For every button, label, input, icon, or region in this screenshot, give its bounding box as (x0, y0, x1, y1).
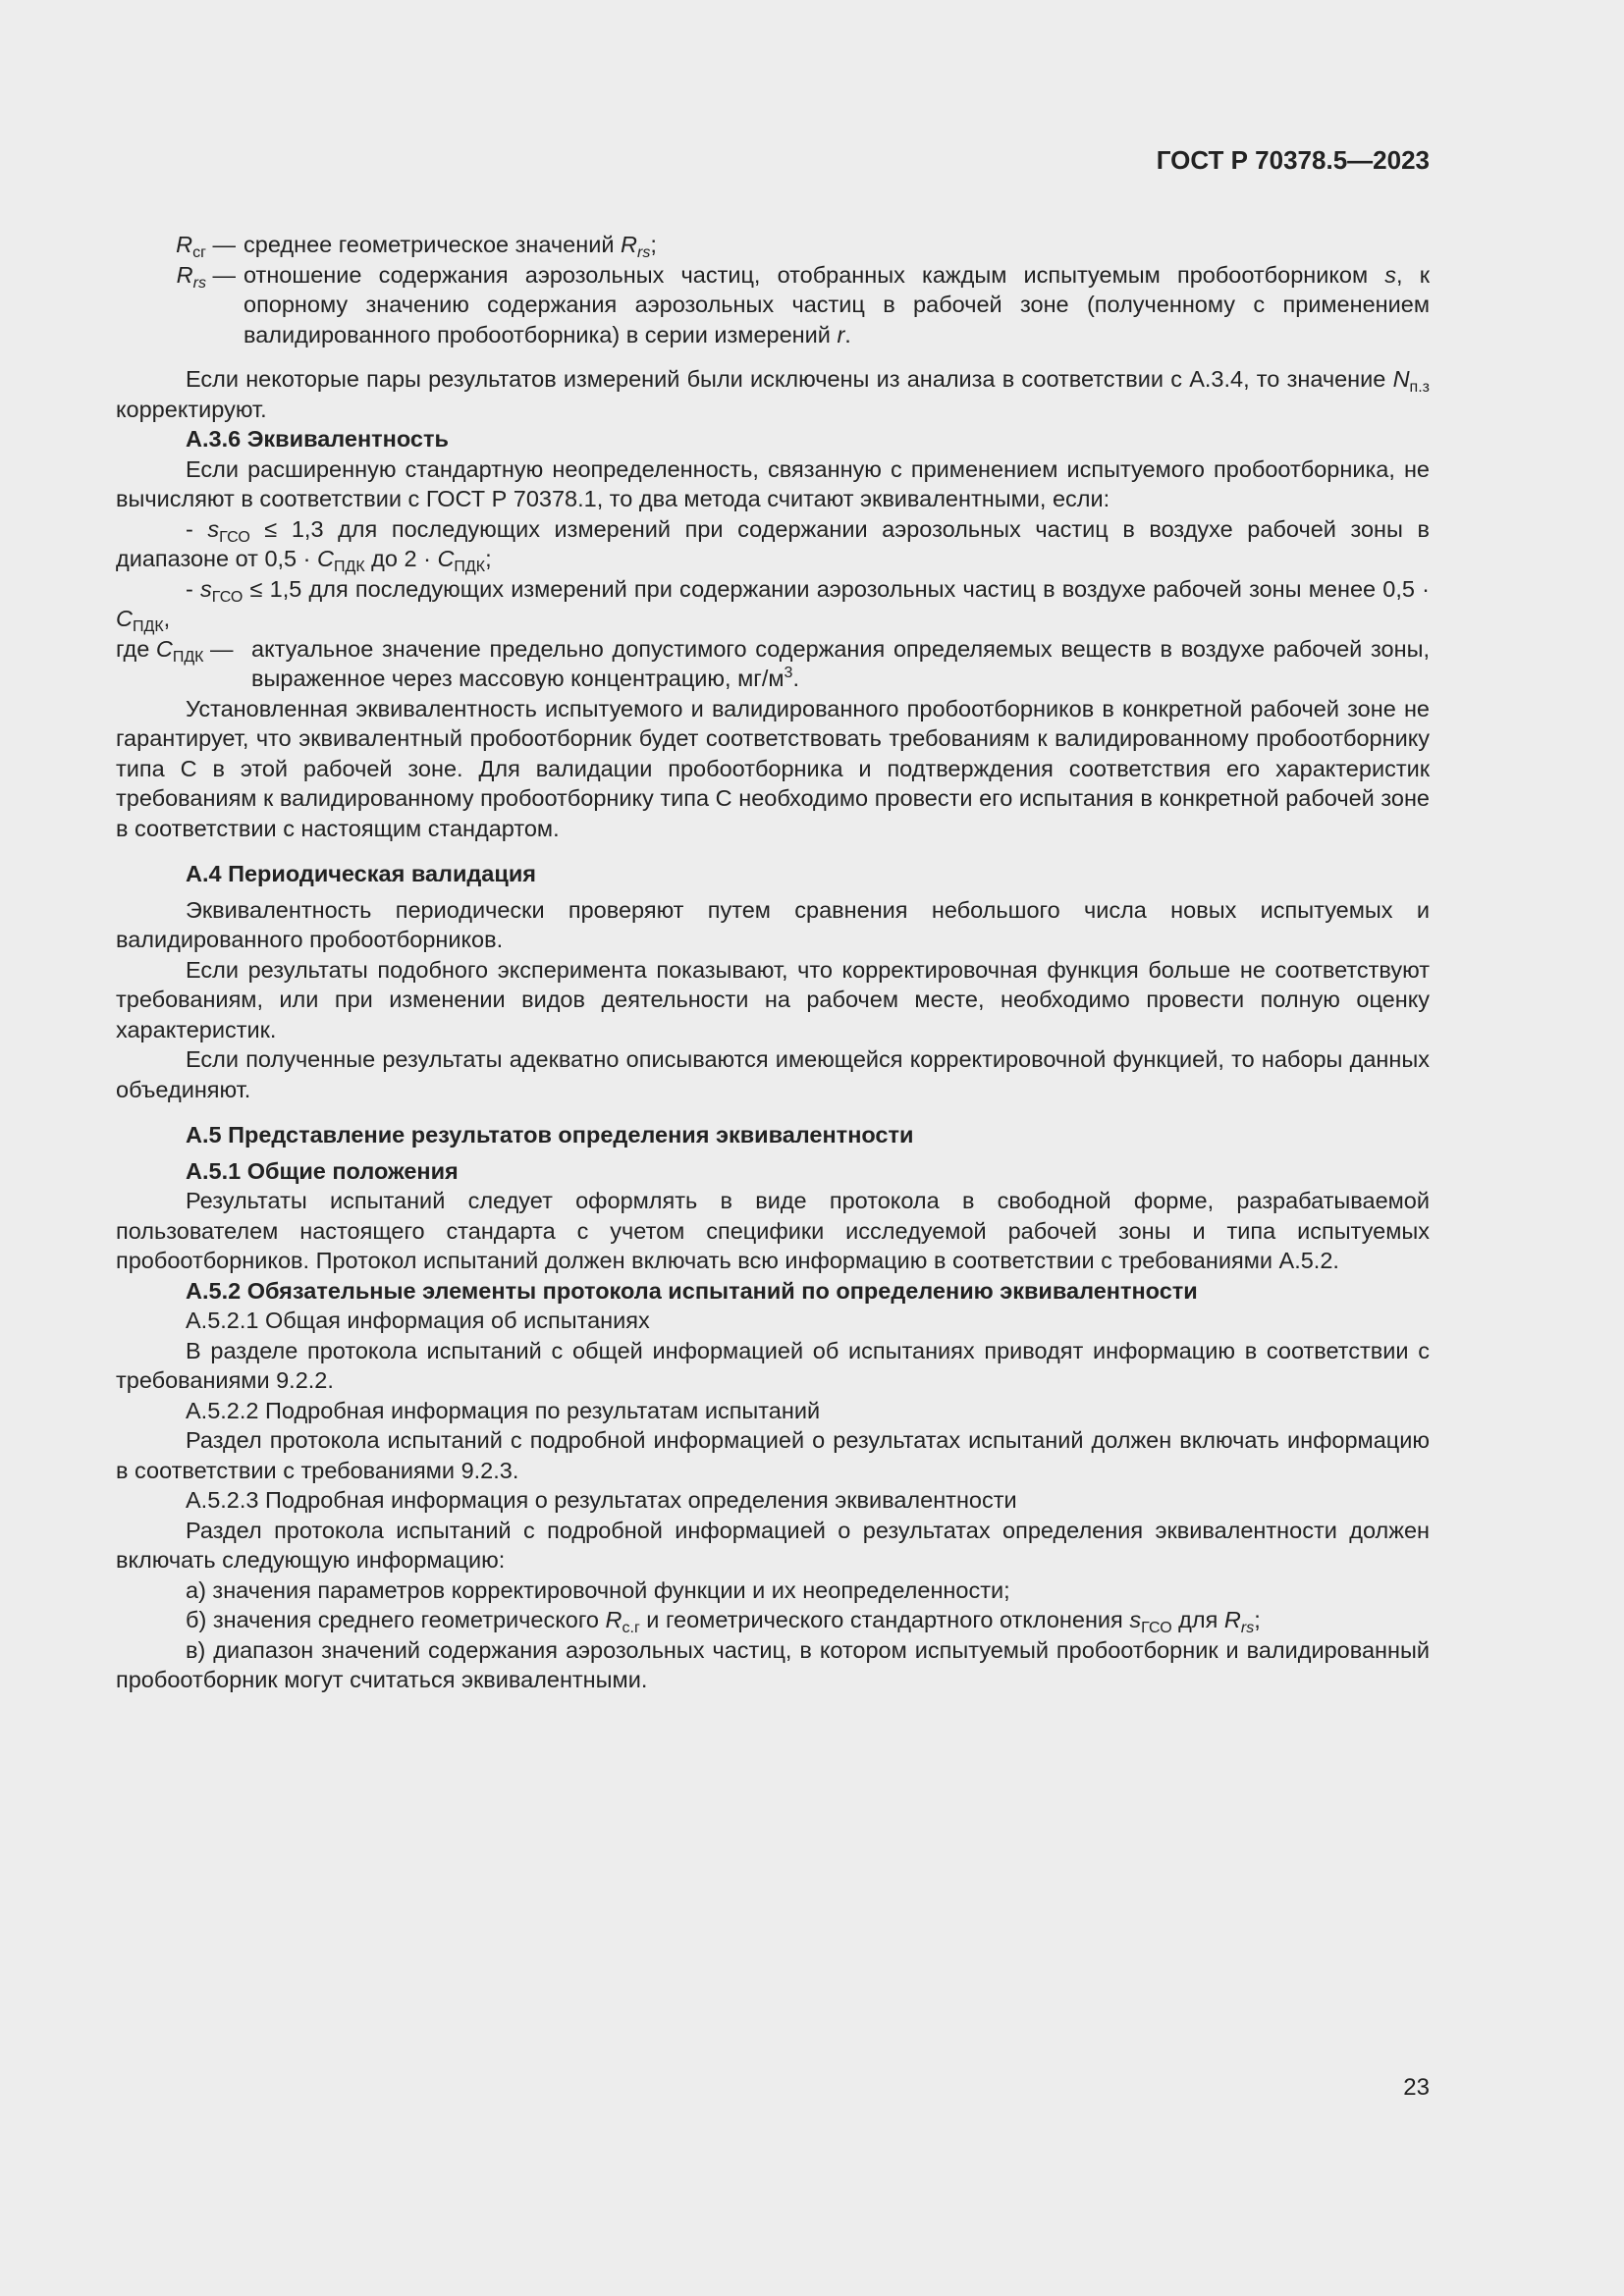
section-a4-p1: Эквивалентность периодически проверяют путем сравнения небольшого числа новых испытуемых и валидированного пробоотборников. (116, 896, 1430, 952)
section-a522-text: Раздел протокола испытаний с подробной информацией о результатах испытаний должен включать информацию в соответствии с требованиями 9.2.3. (116, 1427, 1430, 1483)
document-header-id: ГОСТ Р 70378.5—2023 (1156, 145, 1430, 175)
section-a5-heading: А.5 Представление результатов определения эквивалентности (186, 1122, 914, 1148)
section-a51-text: Результаты испытаний следует оформлять в виде протокола в свободной форме, разрабатываемой пользователем настоящего стандарта с учетом специфики исследуемой рабочей зоны и типа испытуемых пробоотборников. Протокол испытаний должен включать всю информацию в соответствии с требованиями А.5.2. (116, 1188, 1430, 1273)
section-a522-heading: А.5.2.2 Подробная информация по результатам испытаний (186, 1397, 821, 1423)
section-a52-heading: А.5.2 Обязательные элементы протокола испытаний по определению эквивалентности (186, 1277, 1198, 1304)
condition-item-2: - $s_{ГСО} \le 1,5$ для последующих измерений при содержании аэрозольных частиц в воздухе рабочей зоны менее $0,5 \cdot C_{ПДК}$, (116, 575, 1430, 635)
definition-rcg (116, 230, 1430, 260)
definition-term: где $C_{ПДК}$ — (116, 635, 234, 666)
section-a4-p2: Если результаты подобного эксперимента показывают, что корректировочная функция больше не соответствуют требованиям, или при изменении видов деятельности на рабочем месте, необходимо провести полную оценку характеристик. (116, 956, 1430, 1042)
section-a523-text: Раздел протокола испытаний с подробной информацией о результатах определения эквивалентности должен включать следующую информацию: (116, 1517, 1430, 1573)
section-a4-p3: Если полученные результаты адекватно описываются имеющейся корректировочной функцией, то наборы данных объединяют. (116, 1046, 1430, 1102)
definition-rrs (116, 260, 1430, 350)
page-number: 23 (1403, 2074, 1430, 2101)
section-a51-heading: А.5.1 Общие положения (186, 1157, 459, 1184)
list-item-b: б) значения среднего геометрического $R_{с.г}$ и геометрического стандартного отклонения $s_{ГСО}$ для $R_{rs}$; (186, 1607, 1261, 1636)
section-a36-paragraph: Установленная эквивалентность испытуемого и валидированного пробоотборников в конкретной рабочей зоне не гарантирует, что эквивалентный пробоотборник будет соответствовать требованиям к валидированному пробоотборнику типа С в этой рабочей зоне. Для валидации пробоотборника и подтверждения соответствия его характеристик требованиям к валидированному пробоотборнику типа С необходимо провести его испытания в конкретной рабочей зоне в соответствии с настоящим стандартом. (116, 695, 1430, 841)
definition-cpdk (116, 634, 1430, 694)
list-item-a: а) значения параметров корректировочной функции и их неопределенности; (186, 1576, 1010, 1603)
definition-desc: отношение содержания аэрозольных частиц, отобранных каждым испытуемым пробоотборником s, к опорному значению содержания аэрозольных частиц в рабочей зоне (полученному с применением валидированного пробоотборника) в серии измерений r. (244, 261, 1431, 347)
list-item-c: в) диапазон значений содержания аэрозольных частиц, в котором испытуемый пробоотборник и валидированный пробоотборник могут считаться эквивалентными. (116, 1636, 1430, 1692)
section-a521-heading: А.5.2.1 Общая информация об испытаниях (186, 1308, 650, 1333)
paragraph-excluded: Если некоторые пары результатов измерений были исключены из анализа в соответствии с А.3.4, то значение $N_{п.з}$ корректируют. (116, 366, 1430, 422)
condition-item-1: - $s_{ГСО} \le 1,3$ для последующих измерений при содержании аэрозольных частиц в воздухе рабочей зоны в диапазоне от $0,5 \cdot C_{ПДК}$ до $2 \cdot C_{ПДК}$; (116, 515, 1431, 575)
section-a36-intro: Если расширенную стандартную неопределенность, связанную с применением испытуемого пробоотборника, не вычисляют в соответствии с ГОСТ Р 70378.1, то два метода считают эквивалентными, если: (116, 455, 1430, 511)
page-content (116, 230, 1430, 1695)
section-a4-heading: А.4 Периодическая валидация (186, 861, 536, 886)
definition-term: $R_{rs}$ — (176, 261, 236, 292)
section-a521-text: В разделе протокола испытаний с общей информацией об испытаниях приводят информацию в соответствии с требованиями 9.2.2. (116, 1337, 1430, 1393)
section-a36-heading: А.3.6 Эквивалентность (186, 426, 449, 452)
definition-term: $R_{сг}$ — (176, 232, 236, 261)
definition-desc: среднее геометрическое значений $R_{rs}$; (244, 232, 657, 261)
definition-desc: актуальное значение предельно допустимого содержания определяемых веществ в воздухе рабочей зоны, выраженное через массовую концентрацию, $мг/м^3$. (251, 635, 1430, 691)
section-a523-heading: А.5.2.3 Подробная информация о результатах определения эквивалентности (186, 1487, 1017, 1513)
